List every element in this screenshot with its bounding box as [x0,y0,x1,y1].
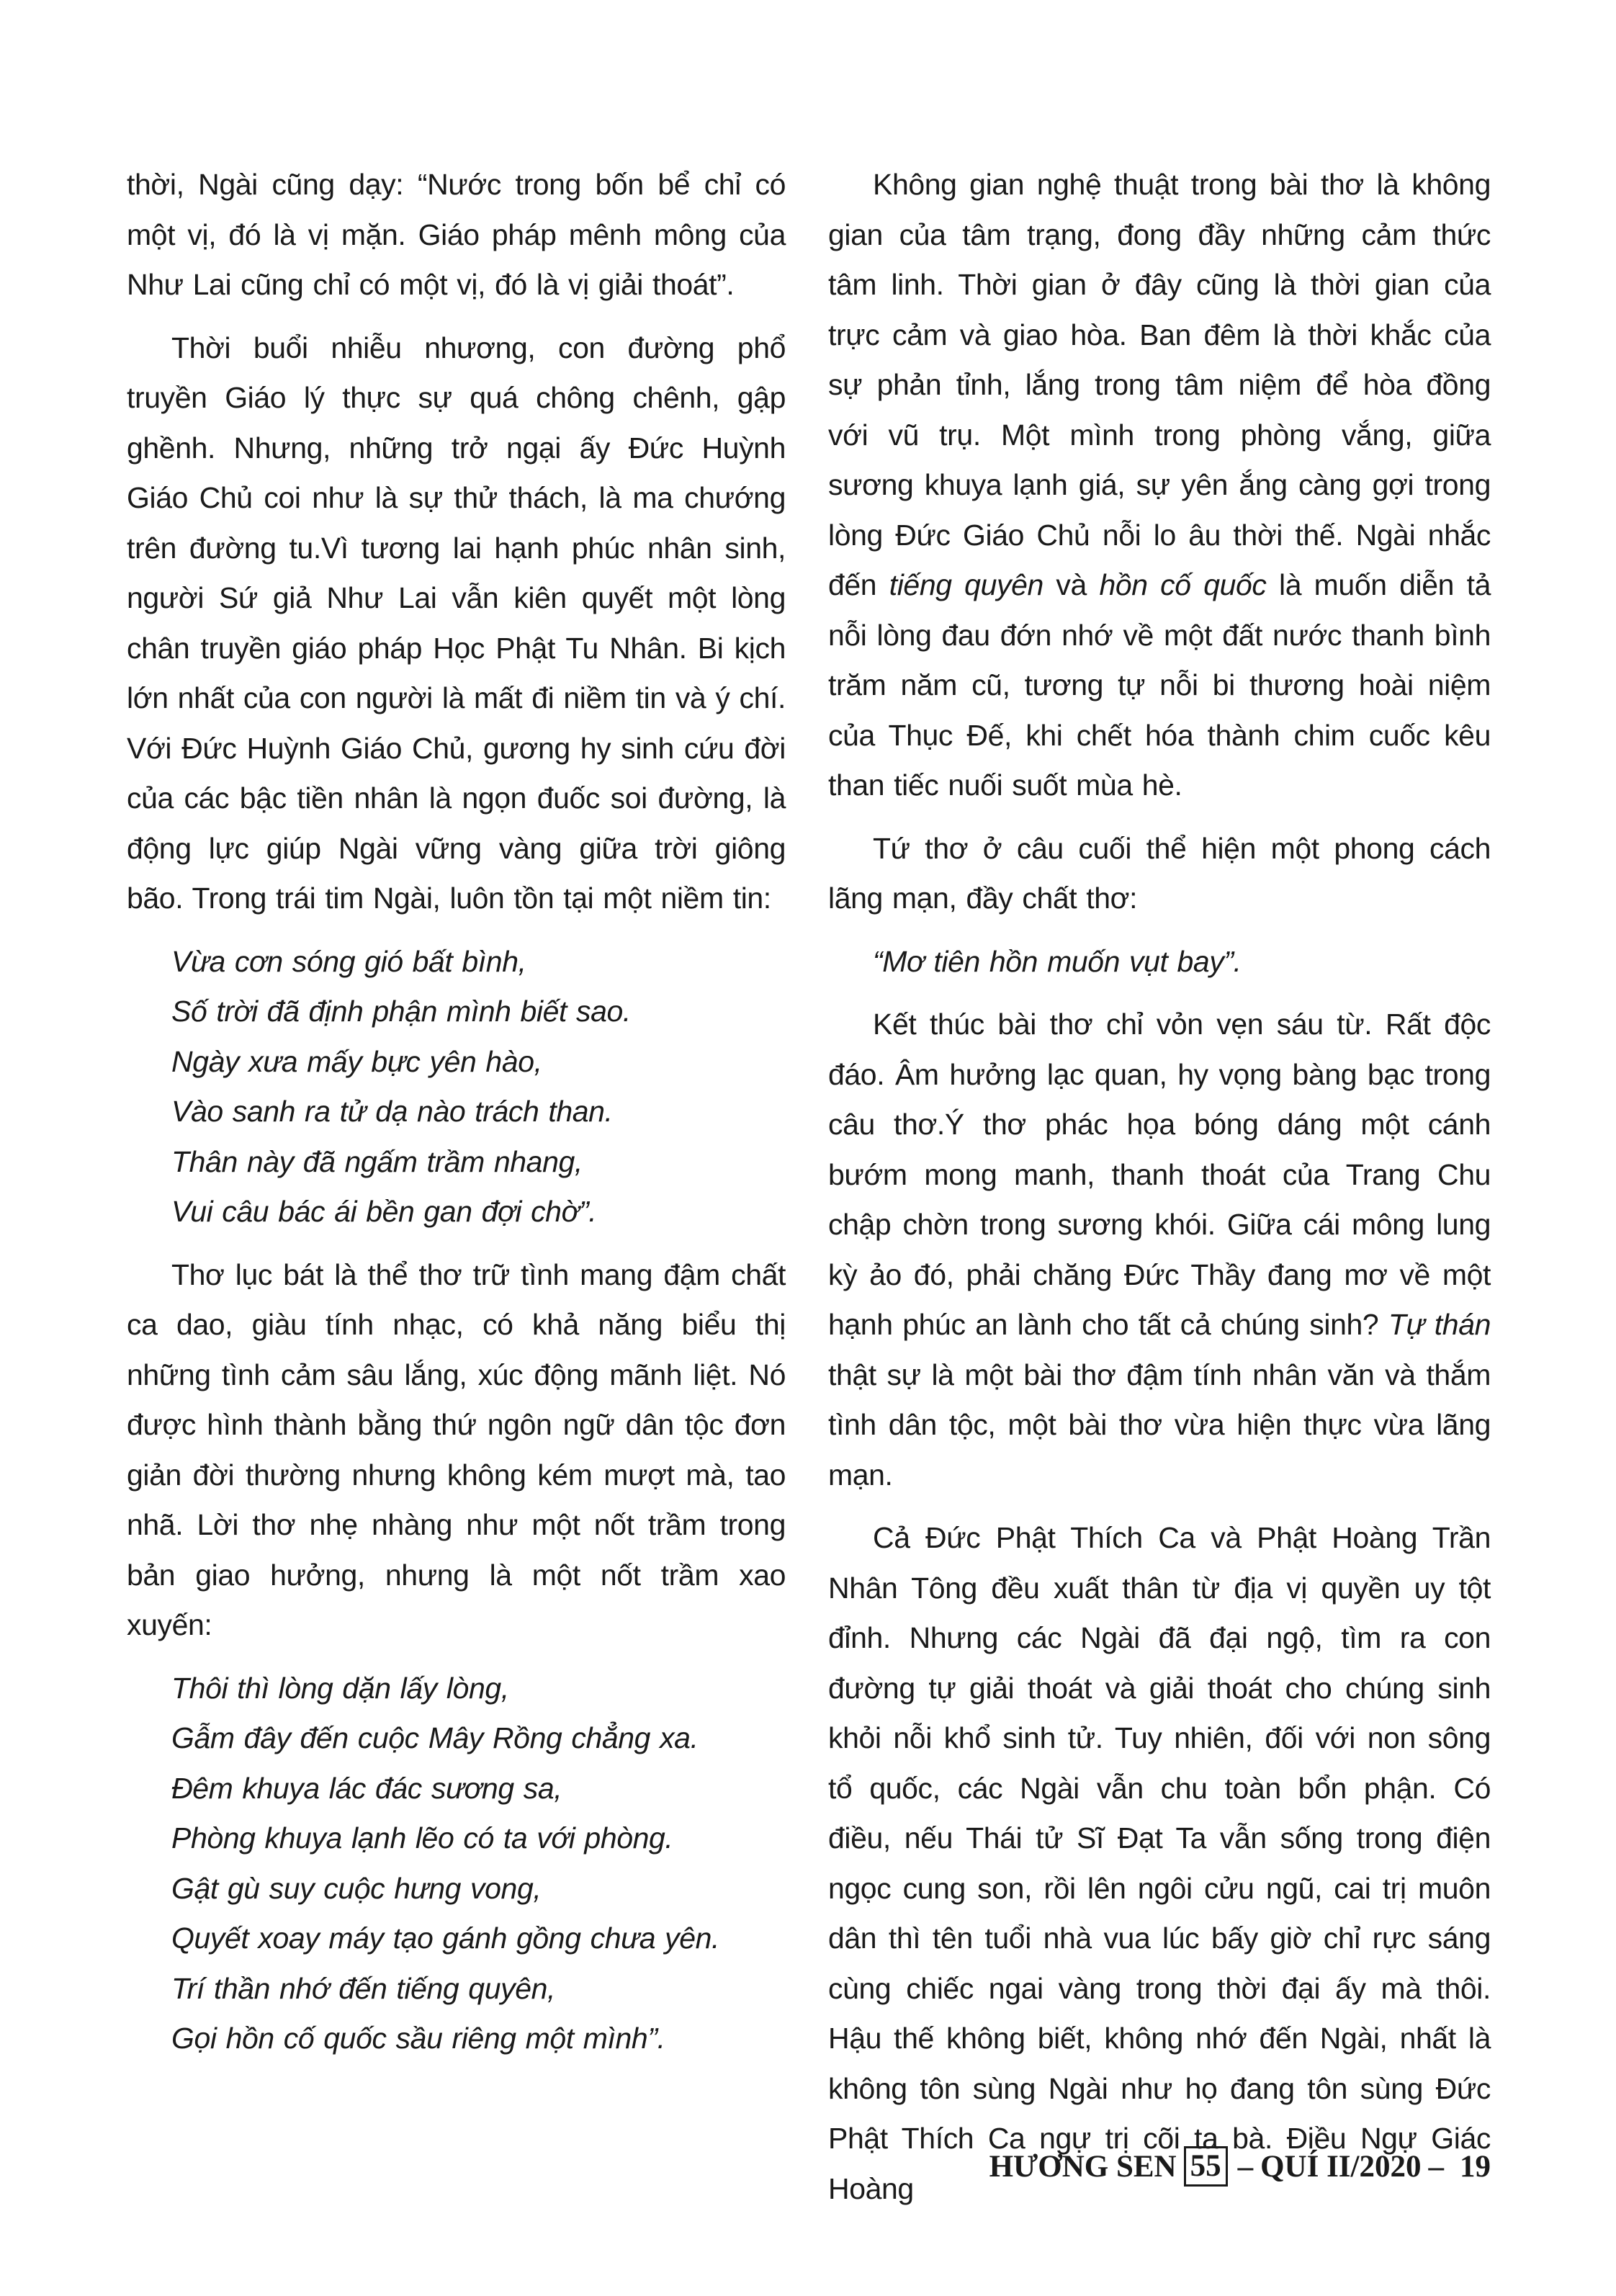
paragraph: Thơ lục bát là thể thơ trữ tình mang đậm chất ca dao, giàu tính nhạc, có khả năng biểu thị những tình cảm sâu lắng, xúc động mãnh liệt. Nó được hình thành bằng thứ ngôn ngữ dân tộc đơn giản đời thường nhưng không kém mượt mà, tao nhã. Lời thơ nhẹ nhàng như một nốt trầm trong bản giao hưởng, nhưng là một nốt trầm xao xuyến: [127,1257,786,1641]
paragraph: Thời buổi nhiễu nhương, con đường phổ truyền Giáo lý thực sự quá chông chênh, gập ghềnh. Nhưng, những trở ngại ấy Đức Huỳnh Giáo Chủ coi như là sự thử thách, là ma chướng trên đường tu.Vì tương lai hạnh phúc nhân sinh, người Sứ giả Như Lai vẫn kiên quyết một lòng chân truyền giáo pháp Học Phật Tu Nhân. Bi kịch lớn nhất của con người là mất đi niềm tin và ý chí. Với Đức Huỳnh Giáo Chủ, gương hy sinh cứu đời của các bậc tiền nhân là ngọn đuốc soi đường, là động lực giúp Ngài vững vàng giữa trời giông bão. Trong trái tim Ngài, luôn tồn tại một niềm tin: [127,331,786,915]
magazine-name: HƯƠNG SEN [989,2149,1177,2184]
emphasis: hồn cố quốc [1099,568,1267,601]
poem-line: Thôi thì lòng dặn lấy lòng, [171,1671,509,1705]
poem-line: Ngày xưa mấy bực yên hào, [171,1044,542,1078]
right-column [828,160,1491,2227]
paragraph: Cả Đức Phật Thích Ca và Phật Hoàng Trần Nhân Tông đều xuất thân từ địa vị quyền uy tột đỉnh. Nhưng các Ngài đã đại ngộ, tìm ra con đường tự giải thoát và giải thoát cho chúng sinh khỏi nỗi khổ sinh tử. Tuy nhiên, đối với non sông tổ quốc, các Ngài vẫn chu toàn bổn phận. Có điều, nếu Thái tử Sĩ Đạt Ta vẫn sống trong điện ngọc cung son, rồi lên ngôi cửu ngũ, cai trị muôn dân thì tên tuổi nhà vua lúc bấy giờ chỉ rực sáng cùng chiếc ngai vàng trong thời đại ấy mà thôi. Hậu thế không biết, không nhớ đến Ngài, nhất là không tôn sùng Ngài như họ đang tôn sùng Đức Phật Thích Ca ngự trị cõi ta bà. Điều Ngự Giác Hoàng [828,1521,1491,2205]
poem-stanza [171,1664,786,2064]
text-run: và [1043,568,1100,601]
poem-line: Số trời đã định phận mình biết sao. [171,995,631,1028]
issue-number-box: 55 [1184,2146,1228,2187]
text-run: Không gian nghệ thuật trong bài thơ là không gian của tâm trạng, đong đầy những cảm thức tâm linh. Thời gian ở đây cũng là thời gian của trực cảm và giao hòa. Ban đêm là thời khắc của sự phản tỉnh, lắng trong tâm niệm để hòa đồng với vũ trụ. Một mình trong phòng vắng, giữa sương khuya lạnh giá, sự yên ắng càng gợi trong lòng Đức Giáo Chủ nỗi lo âu thời thế. Ngài nhắc đến [828,168,1491,601]
poem-line: Gật gù suy cuộc hưng vong, [171,1871,542,1905]
poem-line: Vui câu bác ái bền gan đợi chờ”. [171,1195,597,1228]
poem-line: Vào sanh ra tử dạ nào trách than. [171,1095,613,1128]
page-number: 19 [1460,2149,1491,2184]
emphasis: Tự thán [1388,1308,1491,1341]
poem-line: Quyết xoay máy tạo gánh gồng chưa yên. [171,1921,719,1955]
separator-dash: – [1237,2149,1254,2184]
poem-line: Vừa cơn sóng gió bất bình, [171,944,526,978]
paragraph [828,1000,1491,1500]
paragraph [828,160,1491,811]
poem-line: Gẫm đây đến cuộc Mây Rồng chẳng xa. [171,1721,699,1754]
text-run: là muốn diễn tả nỗi lòng đau đớn nhớ về một đất nước thanh bình trăm năm cũ, tương tự nỗi bi thương hoài niệm của Thục Đế, khi chết hóa thành chim cuốc kêu than tiếc nuối suốt mùa hè. [828,568,1491,802]
poem-line: Đêm khuya lác đác sương sa, [171,1771,562,1805]
text-run: thật sự là một bài thơ đậm tính nhân văn và thắm tình dân tộc, một bài thơ vừa hiện thực vừa lãng mạn. [828,1358,1491,1492]
emphasis: tiếng quyên [889,568,1043,601]
paragraph: Tứ thơ ở câu cuối thể hiện một phong cách lãng mạn, đầy chất thơ: [828,831,1491,915]
paragraph: thời, Ngài cũng dạy: “Nước trong bốn bể chỉ có một vị, đó là vị mặn. Giáo pháp mênh mông của Như Lai cũng chỉ có một vị, đó là vị giải thoát”. [127,168,786,301]
page-footer [929,2143,1491,2189]
text-run: Kết thúc bài thơ chỉ vỏn vẹn sáu từ. Rất độc đáo. Âm hưởng lạc quan, hy vọng bàng bạc trong câu thơ.Ý thơ phác họa bóng dáng một cánh bướm mong manh, thanh thoát của Trang Chu chập chờn trong sương khói. Giữa cái mông lung kỳ ảo đó, phải chăng Đức Thầy đang mơ về một hạnh phúc an lành cho tất cả chúng sinh? [828,1008,1491,1341]
poem-line: Phòng khuya lạnh lẽo có ta với phòng. [171,1821,673,1855]
separator-dash: – [1428,2149,1444,2184]
poem-stanza [873,937,1491,987]
poem-line: Trí thần nhớ đến tiếng quyên, [171,1971,556,2005]
poem-line: “Mơ tiên hồn muốn vụt bay”. [873,944,1242,978]
left-column [127,160,786,2077]
poem-stanza [171,937,786,1237]
poem-line: Gọi hồn cố quốc sầu riêng một mình”. [171,2022,665,2055]
issue-quarter: QUÍ II/2020 [1260,2149,1422,2184]
poem-line: Thân này đã ngấm trầm nhang, [171,1144,583,1178]
